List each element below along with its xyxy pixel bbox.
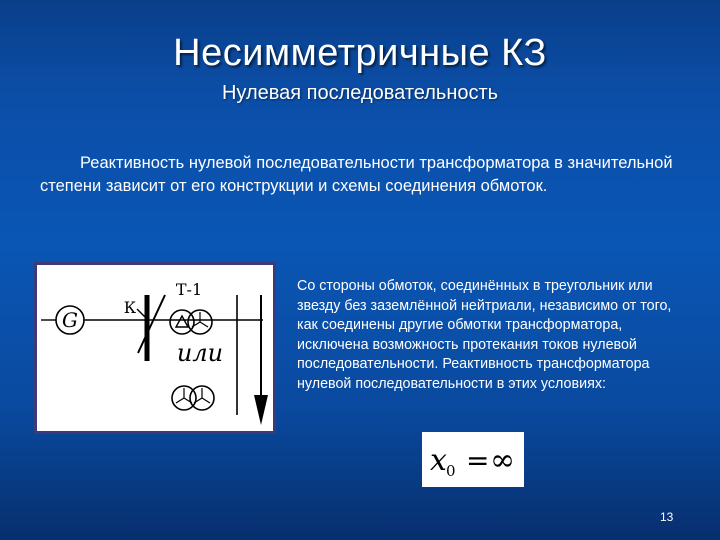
fault-arrow <box>137 309 145 317</box>
or-label: или <box>176 339 224 367</box>
formula-subscript: 0 <box>446 462 456 480</box>
intro-paragraph: Реактивность нулевой последовательности трансформатора в значительной степени зависит от его конструкции и схемы соединения обмоток. <box>40 154 673 195</box>
formula-equals: = <box>466 444 490 477</box>
star-symbol-arm3 <box>200 322 208 327</box>
formula-variable: x <box>430 443 447 478</box>
generator-label: G <box>62 308 78 332</box>
page-number: 13 <box>660 510 674 524</box>
side-paragraph: Со стороны обмоток, соединённых в треугольник или звезду без заземлённой нейтриали, независимо от того, как соединены другие обмотки трансформатора, исключена возможность протекания токов нулевой последовательности. Реактивность трансформатора нулевой последовательности в этих условиях: <box>297 278 672 392</box>
connection-slash <box>138 295 165 353</box>
slide-title: Несимметричные КЗ <box>173 32 547 74</box>
alt-star2-arm3 <box>202 398 210 403</box>
circuit-diagram <box>34 262 276 434</box>
load-arrow <box>254 395 268 425</box>
fault-label: К <box>123 298 137 317</box>
alt-star1-arm2 <box>176 398 184 403</box>
formula-box <box>422 432 524 487</box>
formula-svg <box>422 432 524 487</box>
transformer-label: Т-1 <box>175 280 203 299</box>
delta-symbol <box>176 316 188 327</box>
slide-subtitle: Нулевая последовательность <box>221 82 499 104</box>
circuit-diagram-svg <box>37 265 273 431</box>
formula-infinity: ∞ <box>490 443 515 478</box>
